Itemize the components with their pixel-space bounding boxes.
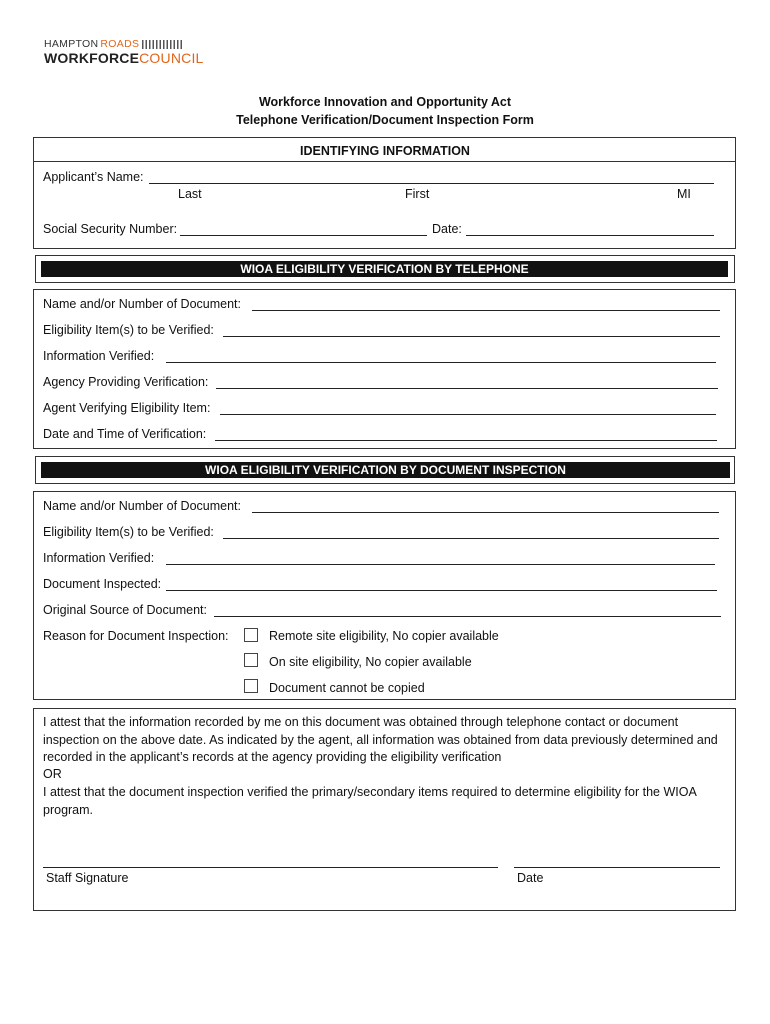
- doc-document-name-field[interactable]: [252, 512, 719, 513]
- logo-workforce: WORKFORCE: [44, 50, 140, 66]
- council-logo: [44, 38, 204, 66]
- cannot-copy-checkbox[interactable]: [244, 679, 258, 693]
- tel-agent-field[interactable]: [220, 414, 716, 415]
- on-site-checkbox[interactable]: [244, 653, 258, 667]
- tel-agency-field[interactable]: [216, 388, 718, 389]
- doc-document-inspected-field[interactable]: [166, 590, 717, 591]
- on-site-option-label: On site eligibility, No copier available: [269, 655, 472, 669]
- tel-document-name-field[interactable]: [252, 310, 720, 311]
- reason-label: Reason for Document Inspection:: [43, 629, 229, 643]
- tel-eligibility-items-label: Eligibility Item(s) to be Verified:: [43, 323, 214, 337]
- tel-eligibility-items-field[interactable]: [223, 336, 720, 337]
- applicant-name-field[interactable]: [149, 183, 714, 184]
- form-subtitle: Telephone Verification/Document Inspection Form: [236, 113, 534, 127]
- doc-document-inspected-label: Document Inspected:: [43, 577, 162, 591]
- middle-initial-caption: MI: [677, 187, 691, 201]
- doc-document-name-label: Name and/or Number of Document:: [43, 499, 242, 513]
- staff-signature-field[interactable]: [43, 867, 498, 868]
- doc-original-source-field[interactable]: [214, 616, 721, 617]
- attestation-telephone-text: I attest that the information recorded by me on this document was obtained through telephone contact or document inspection on the above date. As indicated by the agent, all information was obtained from data previously determined and recorded in the applicant’s records at the agency providing the eligibility verification: [43, 715, 718, 764]
- logo-roads: ROADS: [100, 38, 140, 50]
- ssn-label: Social Security Number:: [43, 222, 178, 236]
- staff-signature-label: Staff Signature: [46, 871, 129, 885]
- logo-council: COUNCIL: [139, 50, 204, 66]
- doc-information-verified-field[interactable]: [166, 564, 715, 565]
- doc-original-source-label: Original Source of Document:: [43, 603, 207, 617]
- date-field[interactable]: [466, 235, 714, 236]
- tel-information-verified-label: Information Verified:: [43, 349, 155, 363]
- signature-date-label: Date: [517, 871, 544, 885]
- logo-line-2: [44, 50, 204, 66]
- doc-eligibility-items-label: Eligibility Item(s) to be Verified:: [43, 525, 214, 539]
- tel-agent-label: Agent Verifying Eligibility Item:: [43, 401, 211, 415]
- telephone-heading: WIOA ELIGIBILITY VERIFICATION BY TELEPHONE: [41, 261, 728, 277]
- first-name-caption: First: [405, 187, 430, 201]
- telephone-section: [33, 289, 736, 449]
- logo-line-1: [44, 38, 204, 50]
- ssn-field[interactable]: [180, 235, 427, 236]
- tel-date-time-field[interactable]: [215, 440, 717, 441]
- logo-stripes-icon: [142, 40, 184, 49]
- applicant-name-label: Applicant’s Name:: [43, 170, 144, 184]
- tel-date-time-label: Date and Time of Verification:: [43, 427, 207, 441]
- attestation-document-text: I attest that the document inspection verified the primary/secondary items required to determine eligibility for the WIOA program.: [43, 785, 697, 817]
- cannot-copy-option-label: Document cannot be copied: [269, 681, 425, 695]
- tel-agency-label: Agency Providing Verification:: [43, 375, 209, 389]
- logo-hampton: HAMPTON: [44, 38, 99, 50]
- last-name-caption: Last: [178, 187, 202, 201]
- signature-date-field[interactable]: [514, 867, 720, 868]
- tel-information-verified-field[interactable]: [166, 362, 716, 363]
- attestation-or: OR: [43, 767, 62, 781]
- tel-document-name-label: Name and/or Number of Document:: [43, 297, 242, 311]
- remote-site-option-label: Remote site eligibility, No copier available: [269, 629, 499, 643]
- form-title: Workforce Innovation and Opportunity Act: [258, 95, 512, 109]
- document-heading: WIOA ELIGIBILITY VERIFICATION BY DOCUMENT INSPECTION: [41, 462, 730, 478]
- identifying-heading: IDENTIFYING INFORMATION: [300, 144, 470, 158]
- remote-site-checkbox[interactable]: [244, 628, 258, 642]
- identifying-divider: [33, 161, 736, 162]
- date-label: Date:: [432, 222, 462, 236]
- doc-information-verified-label: Information Verified:: [43, 551, 155, 565]
- doc-eligibility-items-field[interactable]: [223, 538, 719, 539]
